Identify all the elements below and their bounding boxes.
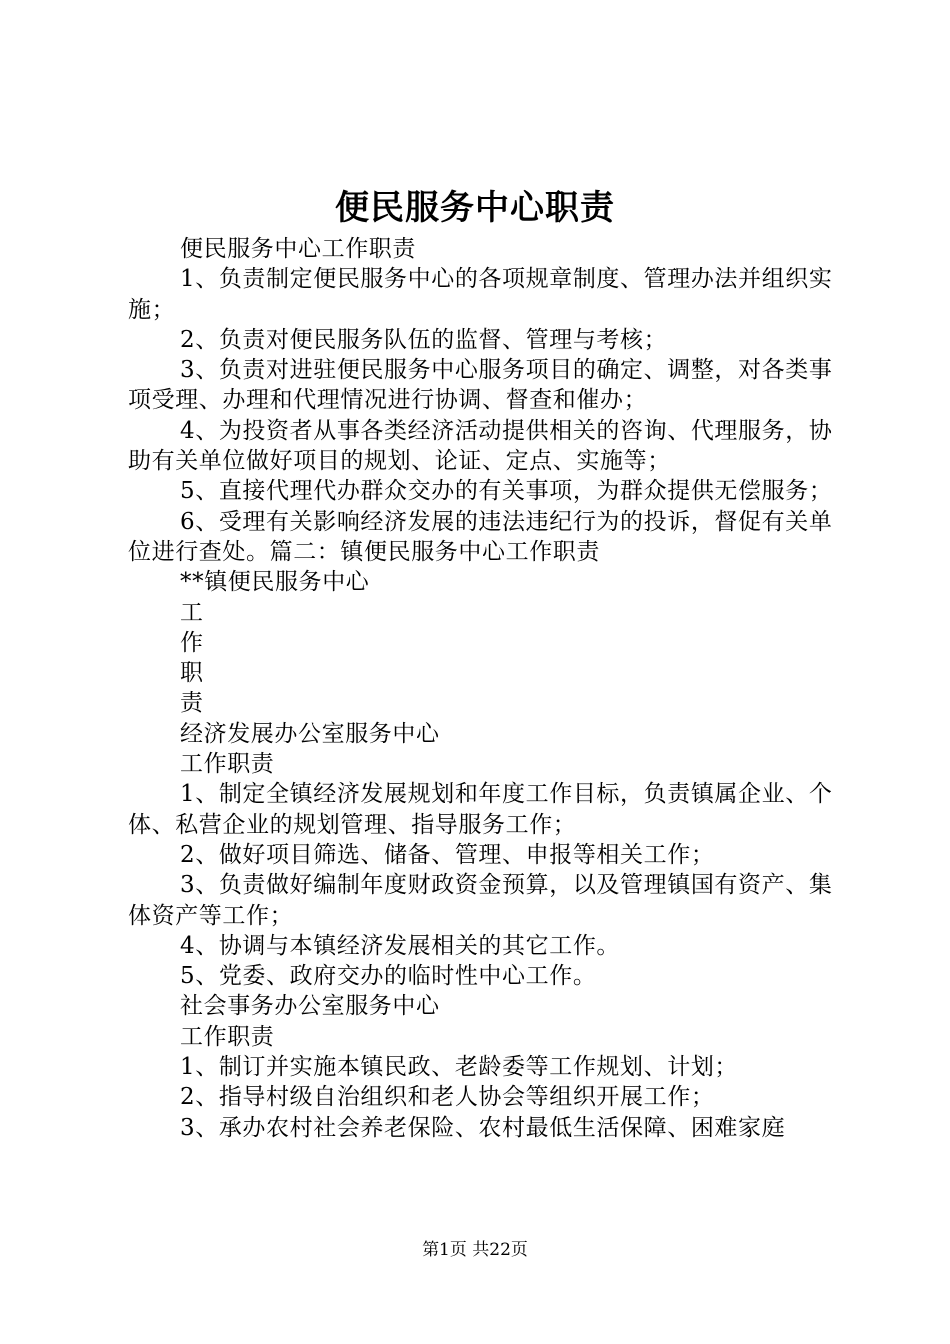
paragraph: 2、做好项目筛选、储备、管理、申报等相关工作； [180, 841, 715, 868]
paragraph: 4、为投资者从事各类经济活动提供相关的咨询、代理服务，协助有关单位做好项目的规划、论证、定点、实施等； [128, 417, 833, 475]
page-footer: 第1页 共22页 [422, 1240, 528, 1260]
paragraph: 责 [180, 690, 204, 717]
paragraph: 工作职责 [180, 1023, 275, 1050]
paragraph: 3、负责做好编制年度财政资金预算，以及管理镇国有资产、集体资产等工作； [128, 872, 833, 929]
paragraph: 工 [180, 599, 204, 626]
paragraph: 工作职责 [180, 751, 275, 778]
paragraph: 作 [180, 629, 204, 656]
paragraph: 1、制定全镇经济发展规划和年度工作目标，负责镇属企业、个体、私营企业的规划管理、指导服务工作； [128, 781, 833, 838]
paragraph: 1、负责制定便民服务中心的各项规章制度、管理办法并组织实施； [128, 266, 833, 323]
document-body [128, 234, 848, 1143]
paragraph: 5、党委、政府交办的临时性中心工作。 [180, 963, 597, 990]
paragraph: 经济发展办公室服务中心 [180, 720, 440, 747]
page-title: 便民服务中心职责 [335, 188, 615, 228]
paragraph: 2、负责对便民服务队伍的监督、管理与考核； [180, 326, 668, 353]
paragraph: **镇便民服务中心 [180, 569, 370, 596]
paragraph: 社会事务办公室服务中心 [180, 993, 440, 1020]
paragraph: 1、制订并实施本镇民政、老龄委等工作规划、计划； [180, 1054, 739, 1081]
paragraph: 2、指导村级自治组织和老人协会等组织开展工作； [180, 1084, 715, 1111]
paragraph: 3、承办农村社会养老保险、农村最低生活保障、困难家庭 [180, 1114, 786, 1141]
paragraph: 4、协调与本镇经济发展相关的其它工作。 [180, 932, 621, 959]
paragraph: 5、直接代理代办群众交办的有关事项，为群众提供无偿服务； [180, 478, 833, 505]
paragraph: 6、受理有关影响经济发展的违法违纪行为的投诉，督促有关单位进行查处。篇二：镇便民服务中心工作职责 [128, 508, 833, 565]
paragraph: 职 [180, 660, 204, 687]
paragraph: 3、负责对进驻便民服务中心服务项目的确定、调整，对各类事项受理、办理和代理情况进行协调、督查和催办； [128, 357, 833, 414]
paragraph: 便民服务中心工作职责 [180, 236, 416, 262]
